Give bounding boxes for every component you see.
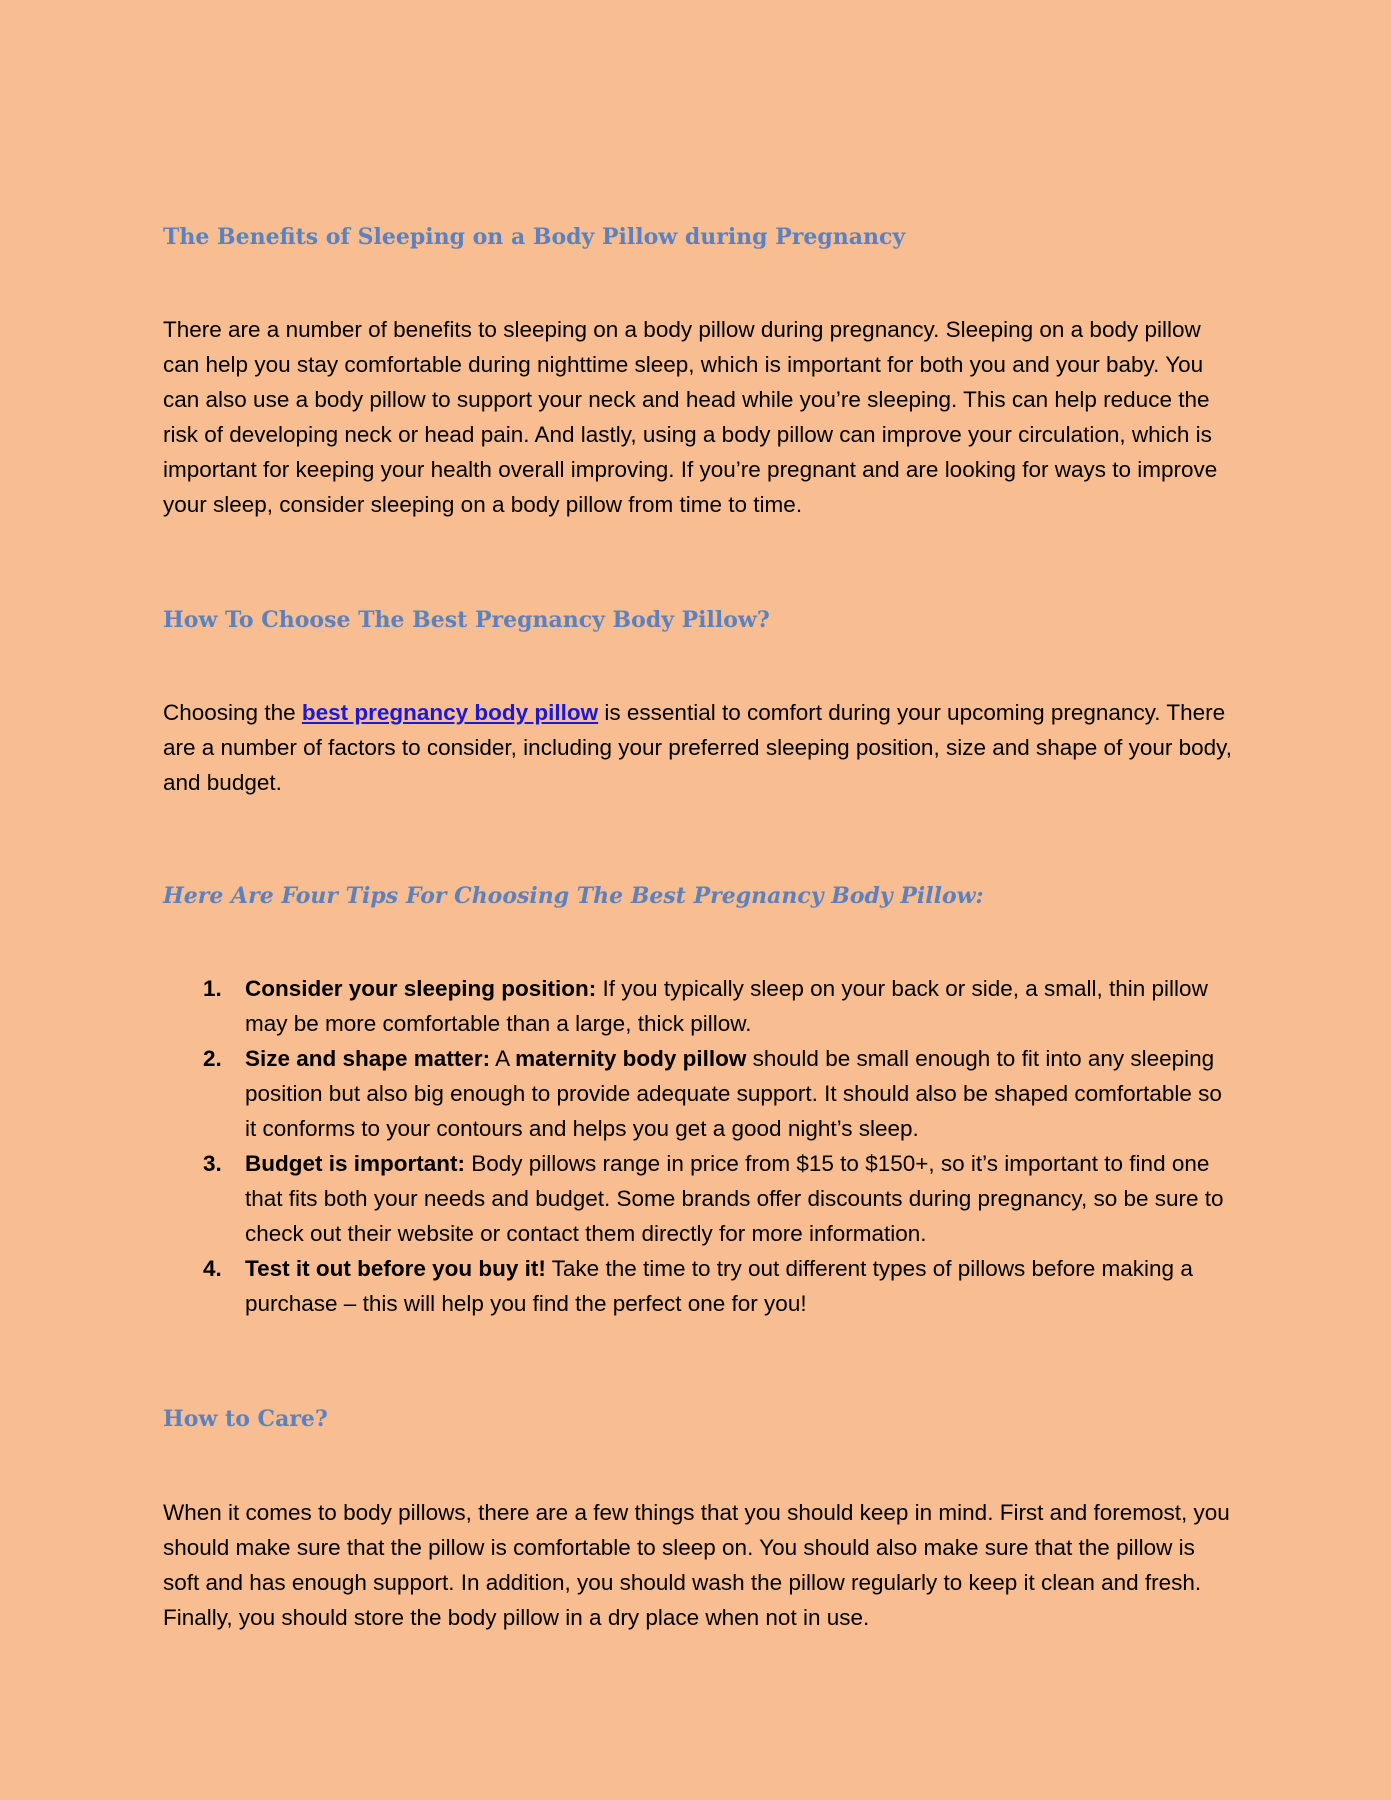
heading-care: How to Care? <box>163 1406 328 1432</box>
list-item <box>163 971 1233 1041</box>
list-item-bold-term: maternity body pillow <box>515 1046 747 1071</box>
paragraph-benefits: There are a number of benefits to sleeping on a body pillow during pregnancy. Sleeping on a body pillow can help you stay comfortable during nighttime sleep, which is important for both you and your baby. You can also use a body pillow to support your neck and head while you’re sleeping. This can help reduce the risk of developing neck or head pain. And lastly, using a body pillow can improve your circulation, which is important for keeping your health overall improving. If you’re pregnant and are looking for ways to improve your sleep, consider sleeping on a body pillow from time to time. <box>163 317 1218 517</box>
list-item-number: 3. <box>203 1151 222 1176</box>
best-pregnancy-body-pillow-link[interactable]: best pregnancy body pillow <box>301 700 599 725</box>
list-item <box>163 1251 1233 1321</box>
list-item-title: Test it out before you buy it! <box>245 1256 546 1281</box>
list-item-number: 2. <box>203 1046 222 1071</box>
tips-list <box>163 971 1233 1321</box>
list-item-text: Take the time to try out different types of pillows before making a purchase – this will help you find the perfect one for you! <box>245 1256 1193 1316</box>
list-item <box>163 1146 1233 1251</box>
list-item-number: 4. <box>203 1256 222 1281</box>
heading-benefits: The Benefits of Sleeping on a Body Pillow during Pregnancy <box>163 224 906 250</box>
list-item-text: Body pillows range in price from $15 to $150+, so it’s important to find one that fits both your needs and budget. Some brands offer discounts during pregnancy, so be sure to check out their website or contact them directly for more information. <box>245 1151 1224 1246</box>
paragraph-care: When it comes to body pillows, there are a few things that you should keep in mind. First and foremost, you should make sure that the pillow is comfortable to sleep on. You should also make sure that the pillow is soft and has enough support. In addition, you should wash the pillow regularly to keep it clean and fresh. Finally, you should store the body pillow in a dry place when not in use. <box>163 1500 1230 1630</box>
list-item-title: Budget is important: <box>245 1151 465 1176</box>
list-item-number: 1. <box>203 976 222 1001</box>
paragraph-choose <box>163 695 1233 800</box>
list-item-text: A <box>490 1046 516 1071</box>
list-item <box>163 1041 1233 1146</box>
paragraph-choose-rest: is essential to comfort during your upcoming pregnancy. There are a number of factors to consider, including your preferred sleeping position, size and shape of your body, and budget. <box>163 700 1232 795</box>
heading-choose: How To Choose The Best Pregnancy Body Pillow? <box>163 607 770 633</box>
paragraph-choose-lead: Choosing the <box>163 700 302 725</box>
list-item-text: If you typically sleep on your back or side, a small, thin pillow may be more comfortable than a large, thick pillow. <box>245 976 1208 1036</box>
heading-tips: Here Are Four Tips For Choosing The Best Pregnancy Body Pillow: <box>163 883 984 909</box>
list-item-title: Consider your sleeping position: <box>245 976 597 1001</box>
list-item-title: Size and shape matter: <box>245 1046 491 1071</box>
list-item-text: should be small enough to fit into any sleeping position but also big enough to provide adequate support. It should also be shaped comfortable so it conforms to your contours and helps you get a good night’s sleep. <box>245 1046 1222 1141</box>
